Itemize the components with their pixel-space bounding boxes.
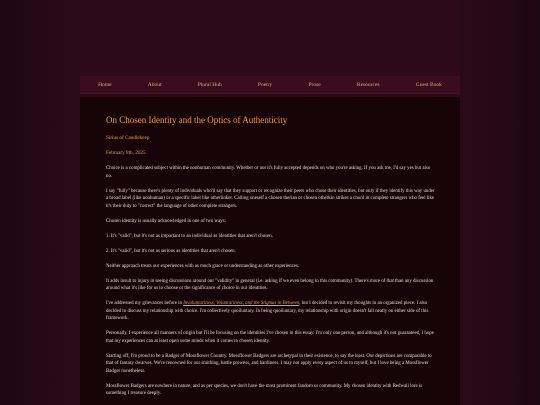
paragraph-text: I've addressed my grievances before in bbox=[106, 301, 184, 306]
article-date: February 8th, 2025 bbox=[106, 150, 146, 156]
list-item: 2. It's "valid", but it's not as serious as identities that aren't chosen. bbox=[106, 248, 236, 254]
article-author: Sirius of Candlekeep bbox=[106, 135, 150, 141]
nav-poetry[interactable]: Poetry bbox=[257, 81, 273, 88]
article-title: On Chosen Identity and the Optics of Authenticity bbox=[106, 115, 288, 125]
essay-link[interactable]: Involuntariness, Voluntariness, and the Stigmas in Between bbox=[183, 301, 300, 306]
nav-prose[interactable]: Prose bbox=[308, 81, 321, 88]
nav-guest-book[interactable]: Guest Book bbox=[415, 81, 442, 88]
paragraph: Chosen identity is usually acknowledged in one of two ways: bbox=[106, 218, 226, 224]
paragraph: I say "fully" because there's plenty of individuals who'll say that they support or recognize their peers who chose their identities, but only if they identify this way under a broad label (like nonhuman) or a specific label like otherlinker. Calling oneself a chosen therian or chosen otherkin strikes a chord in complete strangers who feel like it's their duty to "correct" the language of other complete strangers. bbox=[106, 188, 435, 209]
paragraph bbox=[106, 300, 435, 323]
paragraph: Personally, I experience all manners of origin but I'll be focusing on the identities I've chosen in this essay. I'm only one person, and although it's not guaranteed, I hope that my experiences can at least open some minds when it comes to chosen identity. bbox=[106, 331, 434, 344]
nav-about[interactable]: About bbox=[147, 81, 162, 88]
nav-home[interactable]: Home bbox=[98, 81, 112, 88]
site-header-banner bbox=[80, 0, 460, 76]
nav-plural-hub[interactable]: Plural Hub bbox=[197, 81, 222, 88]
paragraph: Starting off, I'm proud to be a Badger of Mossflower Country. Mossflower Badgers are archetypal in their existence, to say the least. Our depictions are comparable to that of fantasy dwarves. We're renowned for our smithing, battle prowess, and hardiness. I may not apply every aspect of us to myself, but I love being a Mossflower Badger nonetheless. bbox=[106, 353, 432, 374]
paragraph: Neither approach treats our experiences with as much grace or understanding as other experiences. bbox=[106, 263, 300, 269]
paragraph: Choice is a complicated subject within the nonhuman community. Whether or not it's fully accepted depends on who you're asking. If you ask me, I'd say yes but also no. bbox=[106, 166, 431, 179]
nav-resources[interactable]: Resources bbox=[356, 81, 380, 88]
list-item: 1. It's "valid", but it's not as important to an individual as identities that aren't chosen. bbox=[106, 233, 273, 239]
article-content bbox=[80, 97, 460, 405]
paragraph: It adds insult to injury in seeing discussions around our "validity" in general (i.e. asking if we even belong in this community). There's more of that than any discussion around what it's like for us to choose or the significance of choice in our identities. bbox=[106, 278, 434, 291]
paragraph-text: , but I decided to revisit my thoughts in an organized piece. I also decided to discuss my relationship with choice. I'm collectively quoiluntary. In being quoiluntary, my relationship with origin doesn't fall neatly on either side of this framework. bbox=[106, 301, 429, 321]
main-nav bbox=[80, 76, 460, 94]
paragraph: Mossflower Badgers are nowhere in nature, and as per species, we don't have the most prominent fandom or community. My chosen identity with Redwall lore is something I treasure deeply. bbox=[106, 383, 423, 396]
